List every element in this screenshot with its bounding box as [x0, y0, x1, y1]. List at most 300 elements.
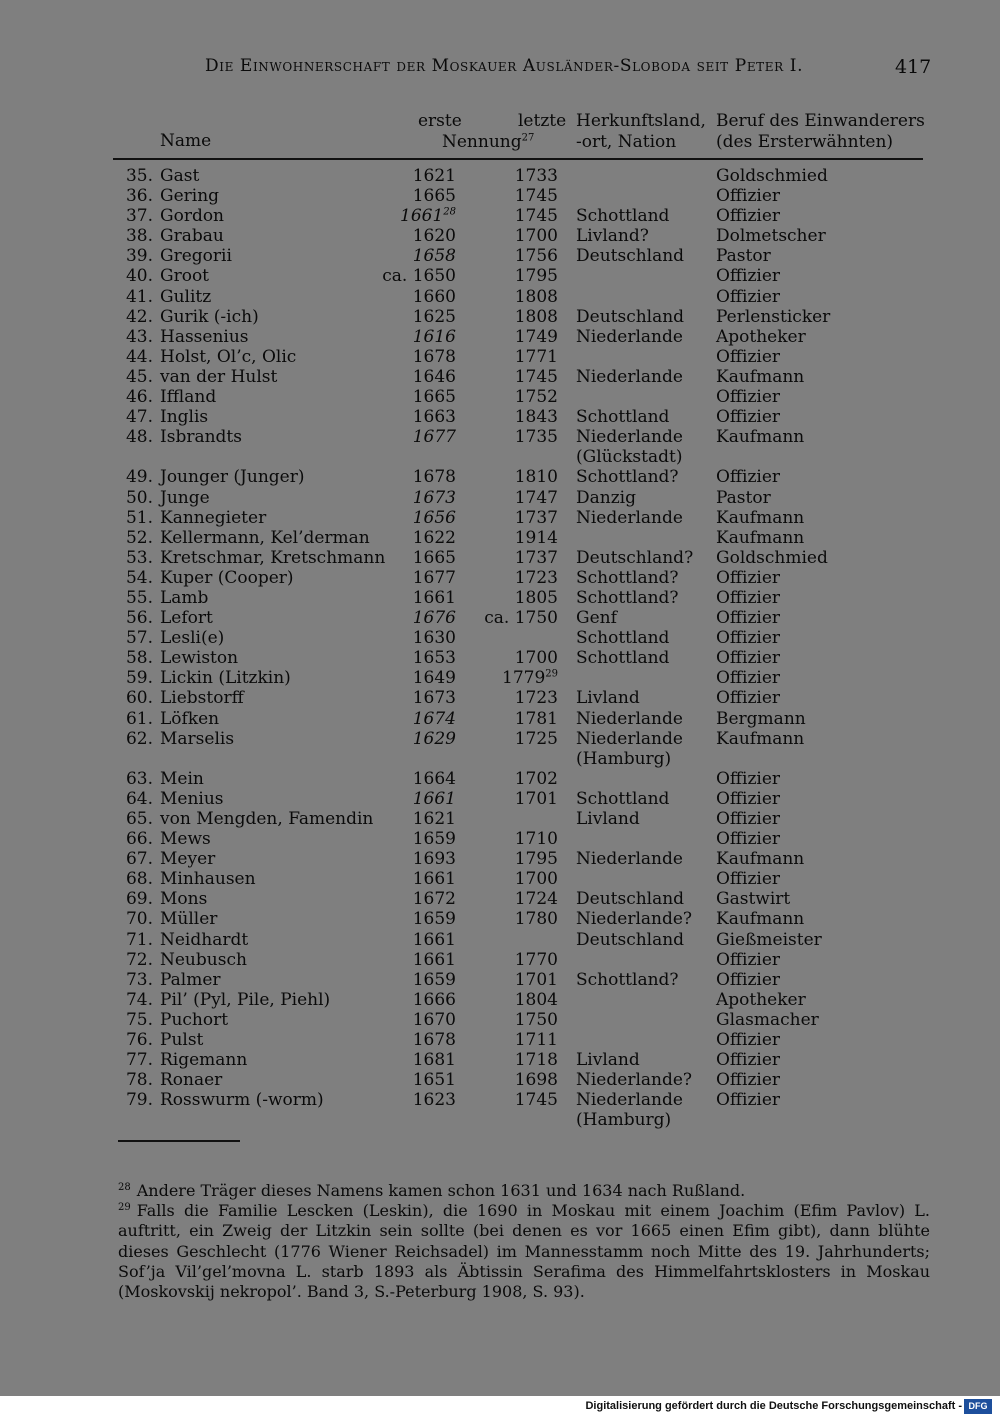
- last-mention-value: 1723: [514, 567, 558, 588]
- row-country: Niederlande: [576, 1090, 683, 1111]
- row-name: Rigemann: [160, 1050, 248, 1071]
- row-last-mention: [470, 548, 558, 568]
- last-mention-value: 1770: [514, 949, 558, 970]
- first-mention-value: 1665: [412, 547, 456, 568]
- row-number: 66.: [125, 829, 153, 850]
- row-last-mention: [470, 1070, 558, 1090]
- table-row: [0, 849, 1000, 869]
- last-mention-value: 1779: [502, 668, 546, 689]
- table-row: [0, 648, 1000, 668]
- table-row: [0, 327, 1000, 347]
- row-first-mention: [370, 849, 456, 869]
- row-number: 39.: [125, 246, 153, 267]
- row-name: Gurik (-ich): [160, 306, 259, 327]
- row-first-mention: [370, 608, 456, 628]
- footnote-text: Andere Träger dieses Namens kamen schon 1631 und 1634 nach Rußland.: [136, 1181, 746, 1200]
- row-name: Mons: [160, 889, 208, 910]
- first-mention-value: 1663: [412, 407, 456, 428]
- row-country: Schottland: [576, 628, 670, 649]
- last-mention-value: 1795: [514, 849, 558, 870]
- row-country: Schottland: [576, 407, 670, 428]
- first-mention-value: 1676: [412, 608, 456, 629]
- last-mention-value: 1700: [514, 869, 558, 890]
- row-name: Lewiston: [160, 648, 239, 669]
- row-number: 60.: [125, 688, 153, 709]
- row-last-mention: [470, 648, 558, 668]
- row-number: 58.: [125, 648, 153, 669]
- first-mention-value: 1661: [400, 206, 444, 227]
- footnote-ref: 28: [443, 206, 456, 218]
- row-name: Isbrandts: [160, 427, 242, 448]
- row-last-mention: [470, 1010, 558, 1030]
- last-mention-value: 1737: [514, 547, 558, 568]
- row-number: 73.: [125, 969, 153, 990]
- last-mention-value: 1701: [514, 969, 558, 990]
- row-number: 59.: [125, 668, 153, 689]
- table-row: [0, 226, 1000, 246]
- row-first-mention: [370, 367, 456, 387]
- first-mention-value: 1621: [412, 809, 456, 829]
- row-country: Livland: [576, 688, 640, 709]
- first-mention-value: 1625: [412, 306, 456, 327]
- row-number: 65.: [125, 809, 153, 829]
- row-country: Deutschland: [576, 929, 685, 950]
- row-country: Schottland?: [576, 467, 679, 488]
- first-mention-value: 1674: [412, 708, 456, 729]
- row-country: Schottland?: [576, 969, 679, 990]
- row-profession: Offizier: [716, 266, 781, 287]
- row-country: Livland: [576, 809, 640, 829]
- row-last-mention: [470, 729, 558, 749]
- row-profession: Kaufmann: [716, 849, 805, 870]
- row-number: 71.: [125, 929, 153, 950]
- row-profession: Pastor: [716, 246, 771, 267]
- row-country: Niederlande: [576, 728, 683, 749]
- row-last-mention: [470, 327, 558, 347]
- row-last-mention: [470, 1030, 558, 1050]
- column-name-header: Name: [160, 131, 212, 151]
- row-profession: Goldschmied: [716, 547, 828, 568]
- row-name: Holst, Ol’c, Olic: [160, 346, 297, 367]
- first-mention-value: 1661: [412, 929, 456, 950]
- row-first-mention: [370, 206, 456, 226]
- row-profession: Apotheker: [716, 326, 806, 347]
- footnote-mark: 29: [118, 1202, 131, 1213]
- first-mention-value: 1659: [412, 969, 456, 990]
- row-number: 40.: [125, 266, 153, 287]
- row-name: Groot: [160, 266, 210, 287]
- row-last-mention: [470, 226, 558, 246]
- column-country-header-line1: Herkunftsland,: [576, 111, 706, 131]
- header-rule: [113, 158, 923, 160]
- row-number: 64.: [125, 788, 153, 809]
- row-country: Niederlande: [576, 849, 683, 870]
- row-profession: Offizier: [716, 628, 781, 649]
- last-mention-value: 1745: [514, 366, 558, 387]
- column-last-header: letzte: [518, 111, 567, 131]
- table-row: [0, 488, 1000, 508]
- row-last-mention: [470, 789, 558, 809]
- table-row: [0, 789, 1000, 809]
- last-mention-value: 1698: [514, 1070, 558, 1091]
- last-mention-value: 1723: [514, 688, 558, 709]
- table-row: [0, 467, 1000, 487]
- row-name: Pil’ (Pyl, Pile, Piehl): [160, 989, 331, 1010]
- running-title: Die Einwohnerschaft der Moskauer Ausländer-Sloboda seit Peter I.: [205, 56, 804, 76]
- row-name: Grabau: [160, 226, 224, 247]
- row-first-mention: [370, 307, 456, 327]
- row-profession: Glasmacher: [716, 1009, 819, 1030]
- row-profession: Offizier: [716, 869, 781, 890]
- row-first-mention: [370, 588, 456, 608]
- table-row: [0, 829, 1000, 849]
- table-row: [0, 186, 1000, 206]
- last-mention-value: 1745: [514, 186, 558, 207]
- row-profession: Offizier: [716, 688, 781, 709]
- row-country: Niederlande: [576, 366, 683, 387]
- table-row: [0, 1090, 1000, 1130]
- row-name: Lickin (Litzkin): [160, 668, 291, 689]
- first-mention-value: 1673: [412, 487, 456, 508]
- last-mention-value: 1843: [514, 407, 558, 428]
- row-last-mention: [470, 186, 558, 206]
- row-name: Neidhardt: [160, 929, 249, 950]
- table-row: [0, 909, 1000, 929]
- table-row: [0, 367, 1000, 387]
- row-name: Menius: [160, 788, 224, 809]
- row-profession: Offizier: [716, 567, 781, 588]
- table-row: [0, 809, 1000, 829]
- table-row: [0, 668, 1000, 688]
- row-country: Niederlande: [576, 427, 683, 448]
- row-profession: Offizier: [716, 286, 781, 307]
- last-mention-value: ca. 1750: [484, 608, 558, 629]
- first-mention-value: 1659: [412, 909, 456, 930]
- row-profession: Offizier: [716, 829, 781, 850]
- row-profession: Offizier: [716, 768, 781, 789]
- row-last-mention: [470, 668, 558, 688]
- row-name: Gulitz: [160, 286, 212, 307]
- table-row: [0, 628, 1000, 648]
- row-number: 72.: [125, 949, 153, 970]
- last-mention-value: 1724: [514, 889, 558, 910]
- row-first-mention: [370, 1030, 456, 1050]
- first-mention-value: ca. 1650: [382, 266, 456, 287]
- footnote-ref: 29: [545, 668, 558, 680]
- row-last-mention: [470, 488, 558, 508]
- row-first-mention: [370, 508, 456, 528]
- last-mention-value: 1711: [514, 1030, 558, 1051]
- row-number: 63.: [125, 768, 153, 789]
- last-mention-value: 1718: [514, 1050, 558, 1071]
- row-last-mention: [470, 869, 558, 889]
- row-name: Rosswurm (-worm): [160, 1090, 324, 1111]
- row-last-mention: [470, 889, 558, 909]
- first-mention-value: 1658: [412, 246, 456, 267]
- row-name: Lamb: [160, 587, 209, 608]
- row-name: Jounger (Junger): [160, 467, 305, 488]
- row-last-mention: [470, 608, 558, 628]
- row-first-mention: [370, 407, 456, 427]
- row-profession: Offizier: [716, 387, 781, 408]
- row-number: 68.: [125, 869, 153, 890]
- row-profession: Offizier: [716, 1050, 781, 1071]
- row-first-mention: [370, 829, 456, 849]
- row-last-mention: [470, 709, 558, 729]
- row-country: Deutschland: [576, 889, 685, 910]
- table-row: [0, 287, 1000, 307]
- row-profession: Gastwirt: [716, 889, 791, 910]
- last-mention-value: 1808: [514, 306, 558, 327]
- row-last-mention: [470, 287, 558, 307]
- row-country: Niederlande?: [576, 909, 693, 930]
- table-row: [0, 970, 1000, 990]
- row-number: 36.: [125, 186, 153, 207]
- row-country: Schottland?: [576, 587, 679, 608]
- row-profession: Offizier: [716, 608, 781, 629]
- row-first-mention: [370, 809, 456, 829]
- row-first-mention: [370, 246, 456, 266]
- last-mention-value: 1745: [514, 206, 558, 227]
- row-country: Niederlande: [576, 507, 683, 528]
- row-name: Neubusch: [160, 949, 247, 970]
- row-first-mention: [370, 186, 456, 206]
- row-first-mention: [370, 869, 456, 889]
- row-country: Deutschland: [576, 306, 685, 327]
- column-profession-header-line1: Beruf des Einwanderers: [716, 111, 925, 131]
- row-country: Danzig: [576, 487, 636, 508]
- row-profession: Offizier: [716, 1090, 781, 1111]
- table-row: [0, 548, 1000, 568]
- column-mention-header: [442, 131, 534, 153]
- row-first-mention: [370, 709, 456, 729]
- row-name: van der Hulst: [160, 366, 278, 387]
- row-last-mention: [470, 387, 558, 407]
- row-first-mention: [370, 1070, 456, 1090]
- row-number: 47.: [125, 407, 153, 428]
- row-last-mention: [470, 588, 558, 608]
- column-first-header: erste: [418, 111, 462, 131]
- table-row: [0, 166, 1000, 186]
- row-profession: Kaufmann: [716, 366, 805, 387]
- row-name: Minhausen: [160, 869, 256, 890]
- first-mention-value: 1656: [412, 507, 456, 528]
- table-row: [0, 930, 1000, 950]
- row-number: 44.: [125, 346, 153, 367]
- footnote-text: Falls die Familie Lescken (Leskin), die 1690 in Moskau mit einem Joachim (Efim Pavlov) L. auftritt, ein Zweig der Litzkin sein sollte (bei denen es vor 1665 einen Efim gibt), dann blühte dieses Geschlecht (1776 Wiener Reichsadel) im Mannesstamm noch Mitte des 19. Jahrhunderts; Sof’ja Vil’gel’movna L. starb 1893 als Äbtissin Serafima des Himmelfahrtsklosters in Moskau (Moskovskij nekropol’. Band 3, S.-Peterburg 1908, S. 93).: [118, 1201, 930, 1302]
- table-row: [0, 407, 1000, 427]
- column-profession-header-line2: (des Ersterwähnten): [716, 132, 894, 152]
- row-first-mention: [370, 628, 456, 648]
- row-country-detail: (Glückstadt): [576, 447, 683, 468]
- row-profession: Offizier: [716, 206, 781, 227]
- row-country: Schottland: [576, 788, 670, 809]
- mention-label: Nennung: [442, 132, 522, 152]
- row-number: 53.: [125, 547, 153, 568]
- row-first-mention: [370, 548, 456, 568]
- row-country-detail: (Hamburg): [576, 748, 672, 769]
- row-first-mention: [370, 769, 456, 789]
- first-mention-value: 1659: [412, 829, 456, 850]
- last-mention-value: 1725: [514, 728, 558, 749]
- row-number: 75.: [125, 1009, 153, 1030]
- first-mention-value: 1660: [412, 286, 456, 307]
- row-last-mention: [470, 347, 558, 367]
- table-row: [0, 387, 1000, 407]
- first-mention-value: 1677: [412, 567, 456, 588]
- row-profession: Bergmann: [716, 708, 806, 729]
- row-country: Niederlande: [576, 326, 683, 347]
- row-number: 42.: [125, 306, 153, 327]
- row-name: Junge: [160, 487, 210, 508]
- first-mention-value: 1629: [412, 728, 456, 749]
- row-last-mention: [470, 909, 558, 929]
- row-country: Deutschland: [576, 246, 685, 267]
- first-mention-value: 1649: [412, 668, 456, 689]
- row-number: 37.: [125, 206, 153, 227]
- last-mention-value: 1701: [514, 788, 558, 809]
- table-row: [0, 568, 1000, 588]
- row-number: 52.: [125, 527, 153, 548]
- row-name: Mews: [160, 829, 211, 850]
- row-last-mention: [470, 467, 558, 487]
- row-last-mention: [470, 829, 558, 849]
- row-number: 61.: [125, 708, 153, 729]
- row-name: Gregorii: [160, 246, 232, 267]
- row-number: 41.: [125, 286, 153, 307]
- first-mention-value: 1693: [412, 849, 456, 870]
- row-name: Gast: [160, 166, 200, 186]
- last-mention-value: 1749: [514, 326, 558, 347]
- table-row: [0, 347, 1000, 367]
- digitization-footer: [0, 1396, 1000, 1418]
- row-name: Gordon: [160, 206, 225, 227]
- row-name: Inglis: [160, 407, 209, 428]
- row-profession: Offizier: [716, 587, 781, 608]
- table-row: [0, 950, 1000, 970]
- row-country: Schottland: [576, 206, 670, 227]
- row-country: Niederlande: [576, 708, 683, 729]
- footnote-mark: 28: [118, 1182, 131, 1193]
- row-profession: Apotheker: [716, 989, 806, 1010]
- row-profession: Dolmetscher: [716, 226, 826, 247]
- first-mention-value: 1630: [412, 628, 456, 649]
- table-row: [0, 1030, 1000, 1050]
- row-number: 51.: [125, 507, 153, 528]
- row-profession: Kaufmann: [716, 427, 805, 448]
- row-profession: Offizier: [716, 668, 781, 689]
- first-mention-value: 1661: [412, 788, 456, 809]
- row-profession: Offizier: [716, 809, 781, 829]
- table-row: [0, 266, 1000, 286]
- row-profession: Kaufmann: [716, 527, 805, 548]
- last-mention-value: 1781: [514, 708, 558, 729]
- row-first-mention: [370, 930, 456, 950]
- row-number: 67.: [125, 849, 153, 870]
- row-last-mention: [470, 508, 558, 528]
- row-profession: Offizier: [716, 949, 781, 970]
- table-row: [0, 1010, 1000, 1030]
- table-row: [0, 769, 1000, 789]
- row-first-mention: [370, 729, 456, 749]
- last-mention-value: 1756: [514, 246, 558, 267]
- row-name: Lesli(e): [160, 628, 225, 649]
- row-name: Müller: [160, 909, 218, 930]
- last-mention-value: 1747: [514, 487, 558, 508]
- row-number: 76.: [125, 1030, 153, 1051]
- row-name: Gering: [160, 186, 220, 207]
- row-last-mention: [470, 528, 558, 548]
- row-number: 55.: [125, 587, 153, 608]
- last-mention-value: 1710: [514, 829, 558, 850]
- footnote-29: [118, 1198, 930, 1302]
- row-name: Iffland: [160, 387, 217, 408]
- row-name: Marselis: [160, 728, 235, 749]
- table-row: [0, 1070, 1000, 1090]
- row-last-mention: [470, 307, 558, 327]
- row-first-mention: [370, 528, 456, 548]
- last-mention-value: 1752: [514, 387, 558, 408]
- row-first-mention: [370, 327, 456, 347]
- table-row: [0, 206, 1000, 226]
- row-number: 62.: [125, 728, 153, 749]
- row-name: Meyer: [160, 849, 216, 870]
- last-mention-value: 1702: [514, 768, 558, 789]
- row-profession: Offizier: [716, 648, 781, 669]
- last-mention-value: 1700: [514, 648, 558, 669]
- last-mention-value: 1745: [514, 1090, 558, 1111]
- row-last-mention: [470, 769, 558, 789]
- row-profession: Kaufmann: [716, 909, 805, 930]
- first-mention-value: 1664: [412, 768, 456, 789]
- row-last-mention: [470, 849, 558, 869]
- register-table: [0, 166, 1000, 1131]
- row-name: Kannegieter: [160, 507, 267, 528]
- row-name: Liebstorff: [160, 688, 244, 709]
- row-last-mention: [470, 266, 558, 286]
- last-mention-value: 1735: [514, 427, 558, 448]
- table-row: [0, 528, 1000, 548]
- row-number: 38.: [125, 226, 153, 247]
- row-first-mention: [370, 467, 456, 487]
- row-country: Niederlande?: [576, 1070, 693, 1091]
- row-first-mention: [370, 970, 456, 990]
- row-number: 35.: [125, 166, 153, 186]
- last-mention-value: 1700: [514, 226, 558, 247]
- row-first-mention: [370, 166, 456, 186]
- row-first-mention: [370, 488, 456, 508]
- row-last-mention: [470, 970, 558, 990]
- dfg-logo: DFG: [964, 1399, 992, 1414]
- row-first-mention: [370, 950, 456, 970]
- row-profession: Offizier: [716, 467, 781, 488]
- last-mention-value: 1808: [514, 286, 558, 307]
- row-name: Ronaer: [160, 1070, 223, 1091]
- row-name: Puchort: [160, 1009, 229, 1030]
- row-profession: Offizier: [716, 1030, 781, 1051]
- first-mention-value: 1646: [412, 366, 456, 387]
- last-mention-value: 1914: [514, 527, 558, 548]
- row-name: Löfken: [160, 708, 220, 729]
- table-row: [0, 869, 1000, 889]
- row-name: Pulst: [160, 1030, 204, 1051]
- first-mention-value: 1653: [412, 648, 456, 669]
- digitization-note: Digitalisierung gefördert durch die Deutsche Forschungsgemeinschaft -: [585, 1400, 962, 1412]
- running-head: [0, 56, 1000, 86]
- table-row: [0, 1050, 1000, 1070]
- row-number: 78.: [125, 1070, 153, 1091]
- first-mention-value: 1651: [412, 1070, 456, 1091]
